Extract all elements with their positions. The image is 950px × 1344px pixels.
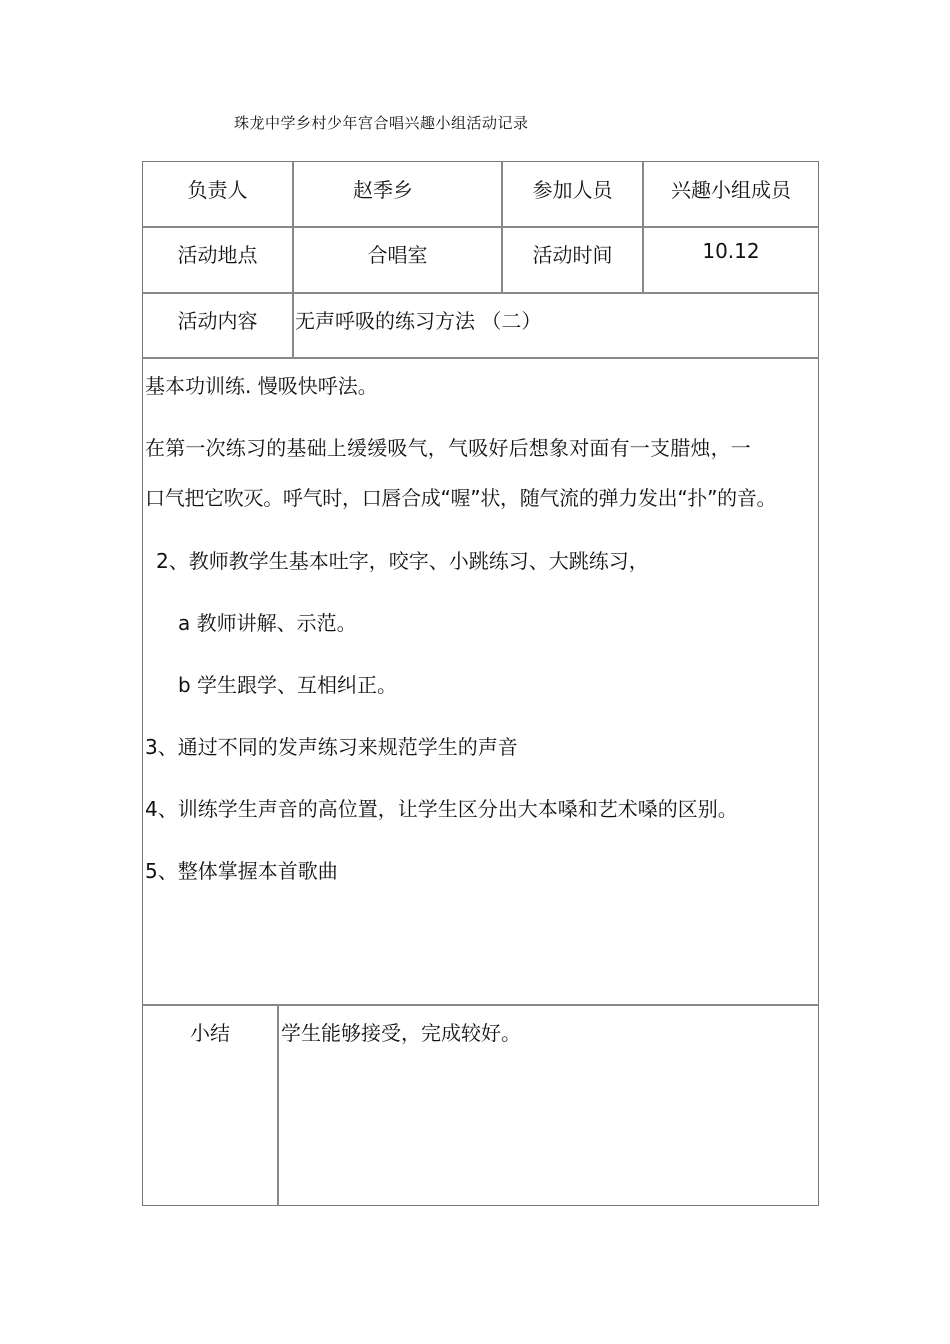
body-line: 2、教师教学生基本吐字，咬字、小跳练习、大跳练习， [156,549,649,573]
row-divider [142,292,819,294]
location-label: 活动地点 [177,243,258,267]
row-divider [142,226,819,228]
participants-label: 参加人员 [532,178,613,202]
location-value: 合唱室 [367,243,428,267]
body-line: 基本功训练. 慢吸快呼法。 [145,374,378,398]
content-value: 无声呼吸的练习方法 （二） [295,309,542,333]
summary-value: 学生能够接受，完成较好。 [281,1021,521,1045]
body-line: b 学生跟学、互相纠正。 [178,673,398,697]
person-in-charge-label: 负责人 [187,178,248,202]
participants-value: 兴趣小组成员 [671,178,791,202]
time-value: 10.12 [702,239,760,263]
body-line: 5、整体掌握本首歌曲 [145,859,338,883]
row-divider [142,1004,819,1006]
content-label: 活动内容 [177,309,258,333]
column-divider [277,1004,279,1206]
summary-label: 小结 [190,1021,230,1045]
row-divider [142,357,819,359]
document-title: 珠龙中学乡村少年宫合唱兴趣小组活动记录 [234,114,529,132]
body-line: 口气把它吹灭。呼气时，口唇合成“喔”状，随气流的弹力发出“扑”的音。 [145,486,777,510]
body-line: 4、训练学生声音的高位置，让学生区分出大本嗓和艺术嗓的区别。 [145,797,738,821]
body-line: 3、通过不同的发声练习来规范学生的声音 [145,735,518,759]
body-line: 在第一次练习的基础上缓缓吸气，气吸好后想象对面有一支腊烛，一 [145,436,751,460]
person-in-charge-value: 赵季乡 [353,178,413,202]
time-label: 活动时间 [532,243,613,267]
body-line: a 教师讲解、示范。 [178,611,357,635]
